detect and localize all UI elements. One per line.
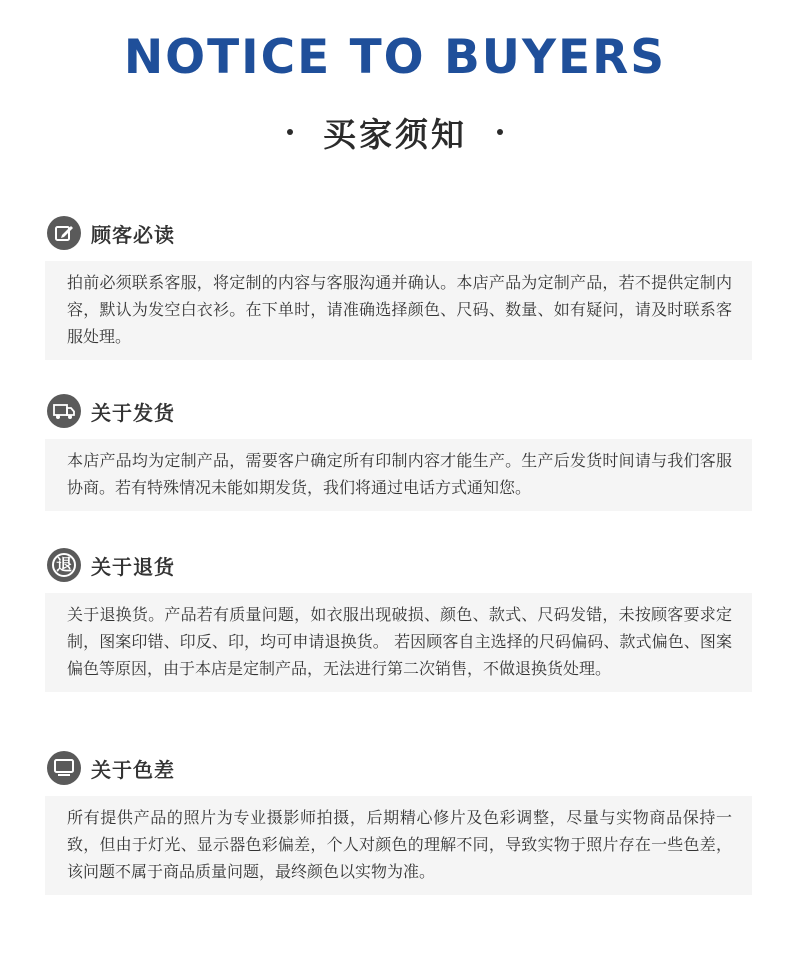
section-body: 本店产品均为定制产品，需要客户确定所有印制内容才能生产。生产后发货时间请与我们客服协商。若有特殊情况未能如期发货，我们将通过电话方式通知您。 xyxy=(45,439,752,511)
section-header xyxy=(45,545,752,585)
delivery-truck-icon xyxy=(47,394,81,428)
section-title: 关于退货 xyxy=(91,554,175,579)
page-title-english: NOTICE TO BUYERS xyxy=(123,30,667,85)
return-icon xyxy=(47,548,81,582)
section-header xyxy=(45,213,752,253)
bullet-dot-left xyxy=(287,129,293,135)
section-title: 关于色差 xyxy=(91,757,175,782)
section-title: 关于发货 xyxy=(91,400,175,425)
section-color-difference xyxy=(45,748,752,895)
section-returns xyxy=(45,545,752,692)
section-body: 拍前必须联系客服，将定制的内容与客服沟通并确认。本店产品为定制产品，若不提供定制内容，默认为发空白衣衫。在下单时，请准确选择颜色、尺码、数量、如有疑问，请及时联系客服处理。 xyxy=(45,261,752,360)
section-body: 所有提供产品的照片为专业摄影师拍摄，后期精心修片及色彩调整，尽量与实物商品保持一致，但由于灯光、显示器色彩偏差，个人对颜色的理解不同，导致实物于照片存在一些色差，该问题不属于商品质量问题，最终颜色以实物为准。 xyxy=(45,796,752,895)
return-icon-char: 退 xyxy=(52,553,76,577)
page-title-chinese: 买家须知 xyxy=(323,114,467,154)
section-header xyxy=(45,391,752,431)
section-customer-must-read xyxy=(45,213,752,360)
section-shipping xyxy=(45,391,752,511)
section-body: 关于退换货。产品若有质量问题，如衣服出现破损、颜色、款式、尺码发错，未按顾客要求定制，图案印错、印反、印，均可申请退换货。 若因顾客自主选择的尺码偏码、款式偏色、图案偏色等原因，由于本店是定制产品，无法进行第二次销售，不做退换货处理。 xyxy=(45,593,752,692)
monitor-icon xyxy=(47,751,81,785)
bullet-dot-right xyxy=(497,129,503,135)
page-title-row xyxy=(0,108,790,156)
section-title: 顾客必读 xyxy=(91,222,175,247)
section-header xyxy=(45,748,752,788)
pencil-edit-icon xyxy=(47,216,81,250)
